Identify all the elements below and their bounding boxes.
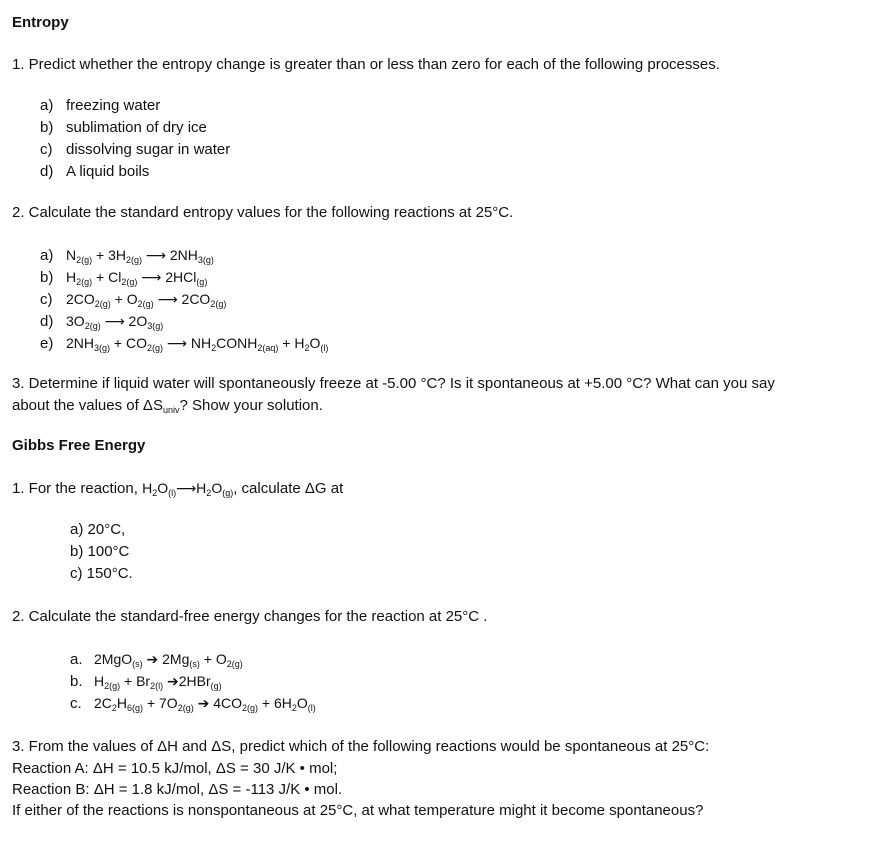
q3-text-end: ? Show your solution. [179,397,323,414]
reaction-label: b. [70,673,83,690]
list-item [40,163,149,181]
entropy-question-2: 2. Calculate the standard entropy values for the following reactions at 25°C. [12,204,514,221]
list-item: a) 20°C, [70,521,126,538]
entropy-question-1: 1. Predict whether the entropy change is greater than or less than zero for each of the following processes. [12,56,720,73]
list-item [40,119,207,137]
reaction-label: c) [40,291,53,308]
gibbs-question-1 [12,479,343,498]
gibbs-q1-text-end: , calculate ΔG at [233,480,344,497]
gibbs-question-3-line-2: Reaction A: ΔH = 10.5 kJ/mol, ΔS = 30 J/K • mol; [12,760,338,777]
reaction-row [70,694,316,713]
reaction-label: c. [70,695,82,712]
item-label: a) [40,97,54,114]
gibbs-question-3-line-4: If either of the reactions is nonspontaneous at 25°C, at what temperature might it become spontaneous? [12,802,704,819]
reaction-row [70,650,243,669]
reaction-row [70,672,222,691]
reaction-equation: $N_{2(g)} + 3H_{2(g)}$ ⟶ $2NH_{3(g)}$ [66,247,214,265]
gibbs-question-3-line-3: Reaction B: ΔH = 1.8 kJ/mol, ΔS = -113 J/K • mol. [12,781,343,798]
reaction-row [40,246,214,265]
reaction-equation: 2MgO$_{(s)}$ ➔ $2Mg_{(s)} + O_{2(g)}$ [94,651,243,669]
reaction-label: a) [40,247,54,264]
entropy-heading: Entropy [12,14,69,31]
reaction-row [40,290,226,309]
item-label: d) [40,163,54,180]
entropy-question-3-line-2 [12,397,323,415]
item-text: sublimation of dry ice [66,119,207,136]
reaction-row [40,312,163,331]
item-text: A liquid boils [66,163,150,180]
list-item: c) 150°C. [70,565,133,582]
gibbs-question-3-line-1: 3. From the values of ΔH and ΔS, predict which of the following reactions would be spontaneous at 25°C: [12,738,710,755]
gibbs-q1-reaction: $H_2O_{(l)}⟶H_2O_{(g)}$ [142,480,234,498]
item-text: dissolving sugar in water [66,141,231,158]
reaction-equation: $H_{2(g)} + Cl_{2(g)}$ ⟶ 2HCl$_{(g)}$ [66,269,208,287]
q3-subscript: univ [162,405,180,415]
reaction-label: d) [40,313,54,330]
reaction-label: a. [70,651,83,668]
list-item: b) 100°C [70,543,130,560]
q3-text-start: about the values of ΔS [12,397,163,414]
gibbs-heading: Gibbs Free Energy [12,437,146,454]
item-label: b) [40,119,54,136]
reaction-equation: $H_{2(g)} + Br_{2(l)}$ ➔2HBr$_{(g)}$ [94,673,222,691]
reaction-row [40,334,328,353]
reaction-equation: $3O_{2(g)}$ ⟶ $2O_{3(g)}$ [66,313,164,331]
list-item [40,141,230,159]
list-item [40,97,160,115]
reaction-equation: $2CO_{2(g)} + O_{2(g)}$ ⟶ $2CO_{2(g)}$ [66,291,227,309]
reaction-row [40,268,207,287]
gibbs-q1-text-start: 1. For the reaction, [12,480,143,497]
reaction-equation: $2C_2H_{6(g)} + 7O_{2(g)}$ ➔ $4CO_{2(g)} + 6H_2O_{(l)}$ [94,695,316,713]
item-label: c) [40,141,53,158]
gibbs-question-2: 2. Calculate the standard-free energy changes for the reaction at 25°C . [12,608,488,625]
reaction-label: e) [40,335,54,352]
entropy-question-3-line-1: 3. Determine if liquid water will spontaneously freeze at -5.00 °C? Is it spontaneous at +5.00 °C? What can you say [12,375,775,392]
reaction-equation: $2NH_{3(g)} + CO_{2(g)}$ ⟶ $NH_2CONH_{2(aq)} + H_2O_{(l)}$ [66,335,329,353]
item-text: freezing water [66,97,161,114]
reaction-label: b) [40,269,54,286]
